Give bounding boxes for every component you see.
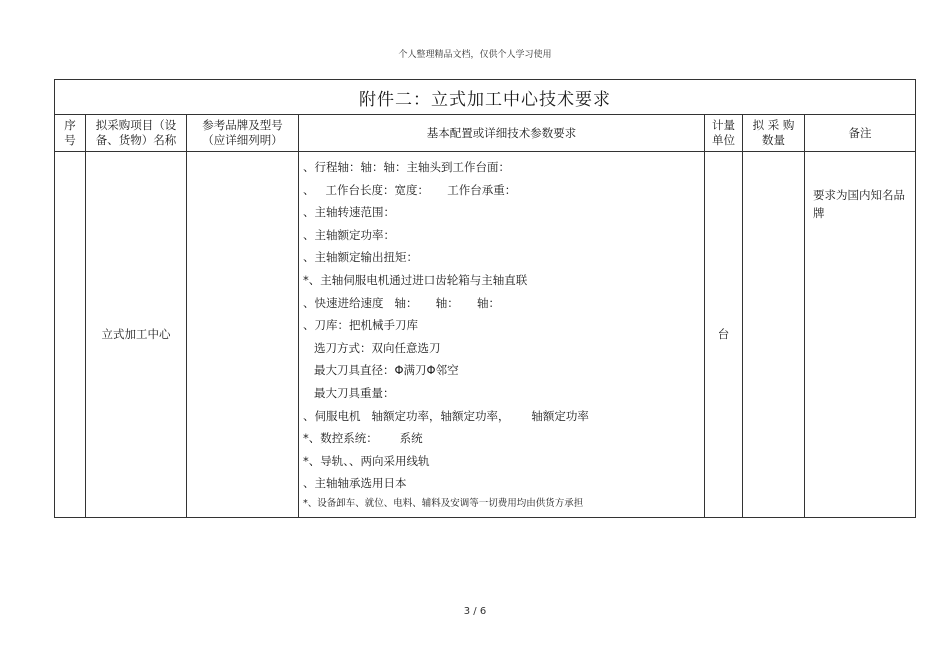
spec-line: 、主轴转速范围：	[303, 205, 395, 220]
col-header-qty: 拟 采 购 数量	[743, 115, 805, 152]
spec-line: 、主轴额定输出扭矩：	[303, 250, 418, 265]
col-header-seq: 序 号	[55, 115, 86, 152]
spec-line: 、 工作台长度：宽度： 工作台承重：	[303, 182, 517, 197]
spec-line: *、导轨、、两向采用线轨	[303, 453, 430, 468]
col-header-item: 拟采购项目（设 备、货物）名称	[86, 115, 187, 152]
col-header-spec: 基本配置或详细技术参数要求	[299, 115, 705, 152]
spec-list	[299, 152, 704, 517]
cell-brand	[187, 152, 299, 518]
cell-unit: 台	[705, 152, 743, 518]
remark-text: 要求为国内知名品牌	[813, 188, 905, 220]
document-title: 附件二：立式加工中心技术要求	[55, 80, 916, 115]
spec-line: 、行程轴：轴：轴：主轴头到工作台面：	[303, 160, 510, 174]
spec-line: 、刀库：把机械手刀库	[303, 318, 418, 333]
table-row	[55, 152, 916, 518]
cell-spec	[299, 152, 705, 518]
spec-line: 、主轴轴承选用日本	[303, 476, 407, 491]
col-header-unit: 计量 单位	[705, 115, 743, 152]
col-header-remark: 备注	[805, 115, 916, 152]
spec-line: 、主轴额定功率：	[303, 227, 395, 242]
cell-seq	[55, 152, 86, 518]
spec-line: 选刀方式：双向任意选刀	[303, 340, 441, 355]
spec-line: *、主轴伺服电机通过进口齿轮箱与主轴直联	[303, 272, 528, 287]
spec-line: *、数控系统： 系统	[303, 431, 423, 446]
cell-item: 立式加工中心	[86, 152, 187, 518]
page-number: 3 / 6	[463, 606, 487, 617]
col-header-brand: 参考品牌及型号 （应详细列明）	[187, 115, 299, 152]
spec-line: 、伺服电机 轴额定功率，轴额定功率， 轴额定功率	[303, 408, 589, 423]
spec-line: 最大刀具重量：	[303, 385, 395, 400]
spec-line: 、快速进给速度 轴： 轴： 轴：	[303, 295, 501, 310]
tech-requirements-table	[54, 79, 916, 518]
page-header-note: 个人整理精品文档，仅供个人学习使用	[398, 50, 552, 60]
spec-line: *、设备卸车、就位、电料、辅料及安调等一切费用均由供货方承担	[303, 497, 584, 509]
spec-line: 最大刀具直径：Φ满刀Φ邻空	[303, 363, 459, 378]
cell-qty	[743, 152, 805, 518]
cell-remark	[805, 152, 916, 518]
